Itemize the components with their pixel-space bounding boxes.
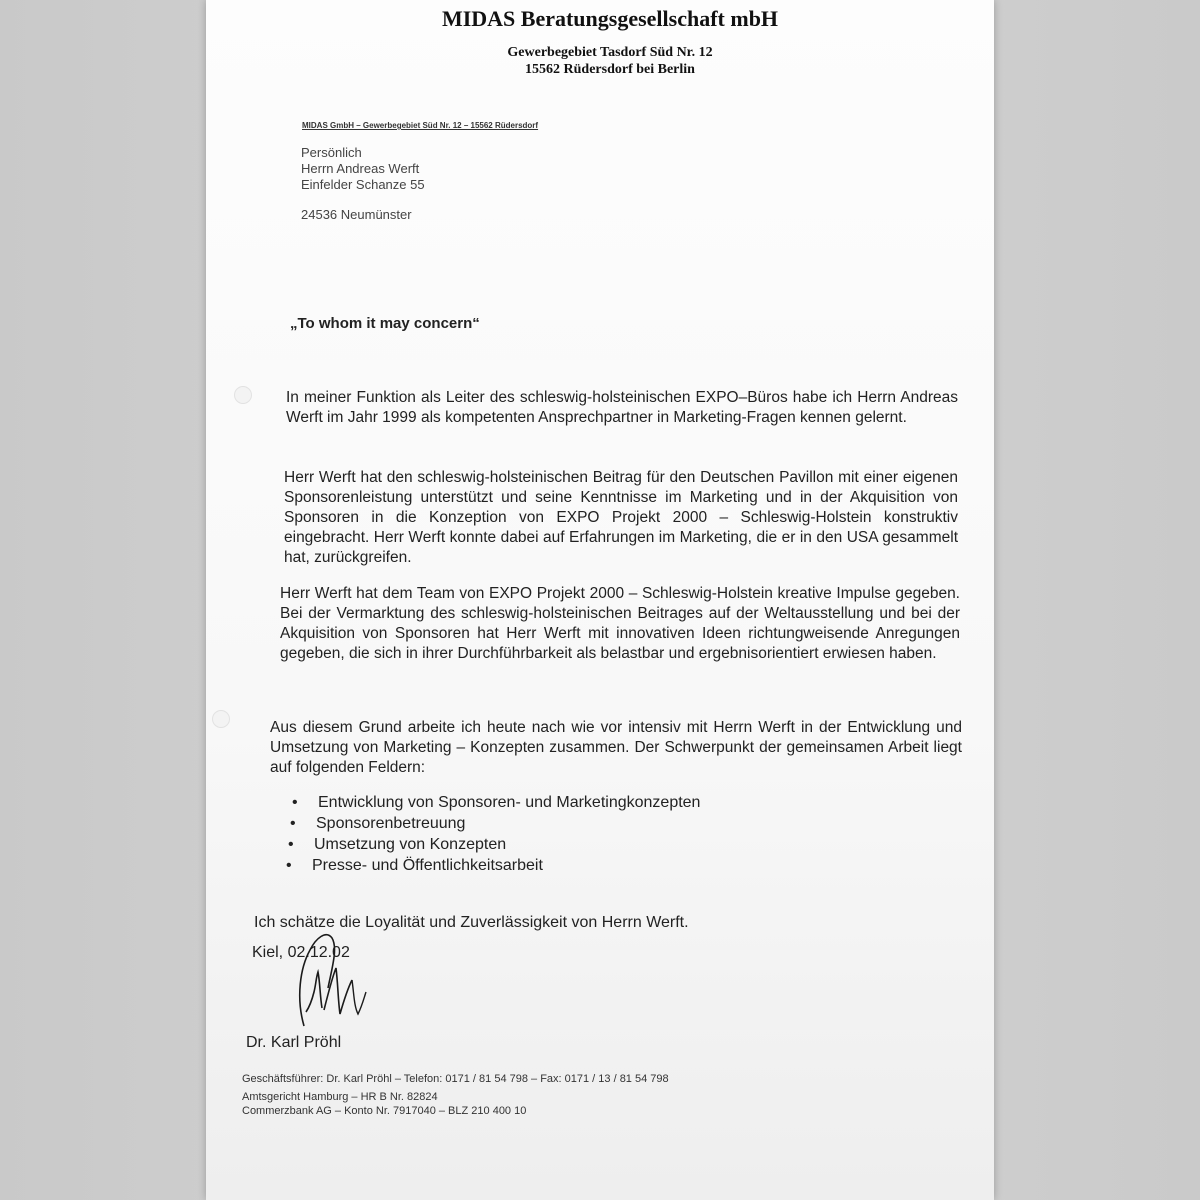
recipient-block: [301, 145, 425, 223]
list-item: • Entwicklung von Sponsoren- und Marketingkonzepten: [288, 792, 700, 813]
handwritten-signature: [266, 908, 416, 1038]
salutation: „To whom it may concern“: [290, 315, 480, 332]
company-street: Gewerbegebiet Tasdorf Süd Nr. 12: [507, 45, 713, 60]
recipient-name: Herrn Andreas Werft: [301, 161, 420, 176]
paragraph-4: Aus diesem Grund arbeite ich heute nach wie vor intensiv mit Herrn Werft in der Entwicklung und Umsetzung von Marketing – Konzepten zusammen. Der Schwerpunkt der gemeinsamen Arbeit liegt auf folgenden Feldern:: [270, 719, 962, 776]
company-city: 15562 Rüdersdorf bei Berlin: [525, 62, 695, 77]
list-item: • Presse- und Öffentlichkeitsarbeit: [282, 855, 700, 876]
letter-page: [206, 0, 994, 1200]
letterhead: [206, 6, 994, 78]
footer-managing-director: Geschäftsführer: Dr. Karl Pröhl – Telefon: 0171 / 81 54 798 – Fax: 0171 / 13 / 81 54 798: [242, 1073, 669, 1085]
fields-list: [284, 792, 700, 876]
list-item: • Sponsorenbetreuung: [286, 813, 700, 834]
list-item: • Umsetzung von Konzepten: [284, 834, 700, 855]
return-address-line: MIDAS GmbH – Gewerbegebiet Süd Nr. 12 – 15562 Rüdersdorf: [302, 121, 539, 130]
recipient-city: 24536 Neumünster: [301, 207, 412, 222]
closing-sentence: Ich schätze die Loyalität und Zuverlässigkeit von Herrn Werft.: [254, 914, 689, 931]
place-date: Kiel, 02.12.02: [252, 944, 350, 961]
punch-hole-top: [234, 386, 252, 404]
recipient-line-personal: Persönlich: [301, 145, 362, 160]
signer-name: Dr. Karl Pröhl: [246, 1034, 342, 1051]
footer-registry: Amtsgericht Hamburg – HR B Nr. 82824: [242, 1091, 438, 1103]
company-name: MIDAS Beratungsgesellschaft mbH: [441, 6, 779, 31]
paragraph-3: Herr Werft hat dem Team von EXPO Projekt 2000 – Schleswig-Holstein kreative Impulse gegeben. Bei der Vermarktung des schleswig-holsteinischen Beitrages auf der Weltausstellung und bei der Akquisition von Sponsoren hat Herr Werft mit innovativen Ideen richtungweisende Anregungen gegeben, die sich in ihrer Durchführbarkeit als belastbar und ergebnisorientiert erwiesen haben.: [280, 585, 960, 662]
punch-hole-bottom: [212, 710, 230, 728]
recipient-street: Einfelder Schanze 55: [301, 177, 425, 192]
letter-footer: [242, 1072, 669, 1118]
footer-bank: Commerzbank AG – Konto Nr. 7917040 – BLZ 210 400 10: [242, 1105, 527, 1117]
paragraph-2: Herr Werft hat den schleswig-holsteinischen Beitrag für den Deutschen Pavillon mit einer eigenen Sponsorenleistung unterstützt und seine Kenntnisse im Marketing und in der Akquisition von Sponsoren in die Konzeption von EXPO Projekt 2000 – Schleswig-Holstein konstruktiv eingebracht. Herr Werft konnte dabei auf Erfahrungen im Marketing, die er in den USA gesammelt hat, zurückgreifen.: [284, 469, 958, 566]
company-address: [226, 44, 994, 78]
paragraph-1: In meiner Funktion als Leiter des schleswig-holsteinischen EXPO–Büros habe ich Herrn Andreas Werft im Jahr 1999 als kompetenten Ansprechpartner in Marketing-Fragen kennen gelernt.: [286, 389, 958, 426]
